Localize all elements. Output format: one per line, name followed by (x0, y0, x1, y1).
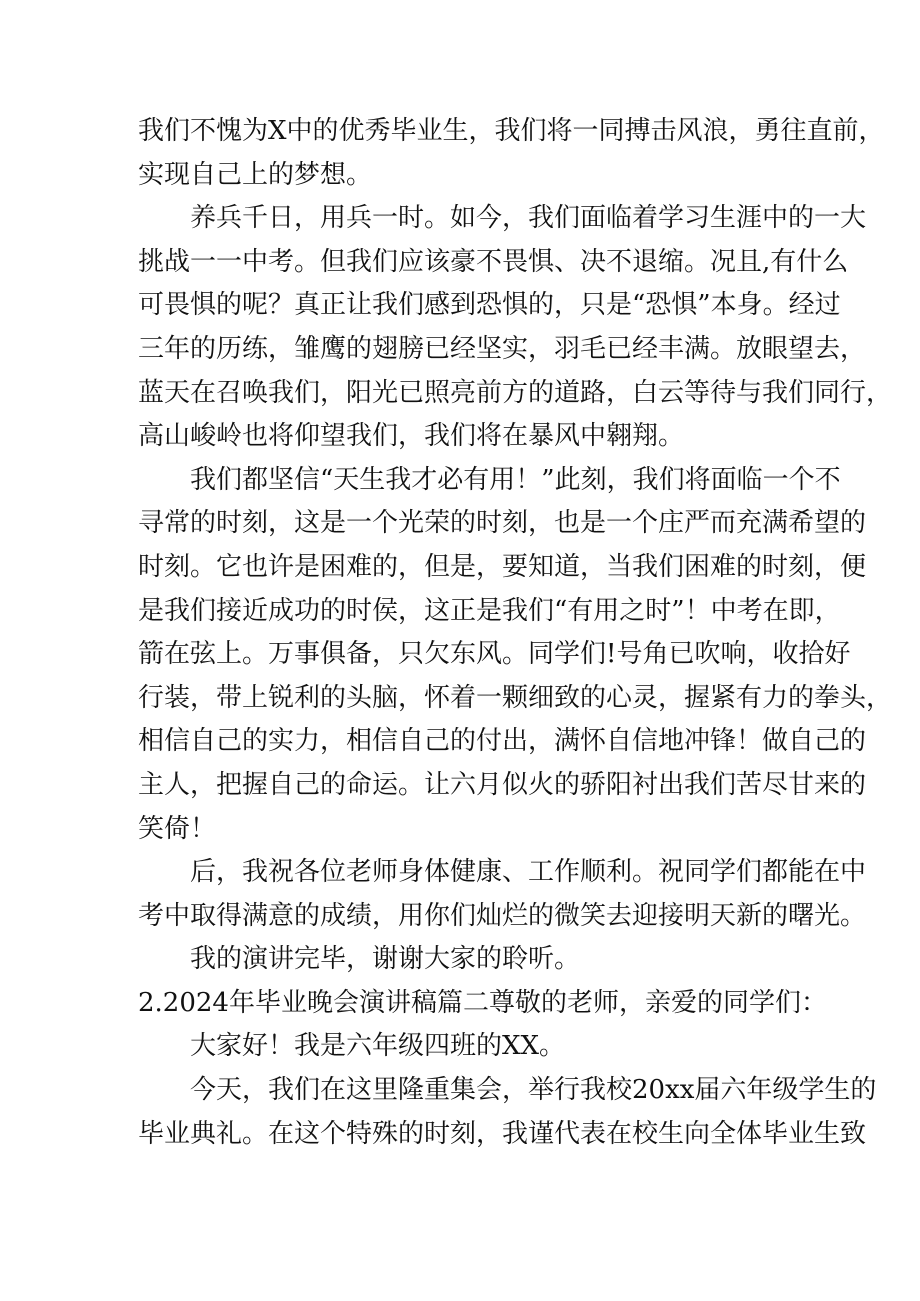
text-line: 今天，我们在这里隆重集会，举行我校20xx届六年级学生的 (190, 1075, 877, 1106)
text-line: 后，我祝各位老师身体健康、工作顺利。祝同学们都能在中 (190, 857, 867, 888)
text-line: 主人，把握自己的命运。让六月似火的骄阳衬出我们苦尽甘来的 (138, 769, 867, 800)
text-line: 实现自己上的梦想。 (138, 159, 373, 190)
text-line: 笑倚！ (138, 813, 217, 844)
text-line: 大家好！我是六年级四班的XX。 (190, 1031, 566, 1062)
text-line: 寻常的时刻，这是一个光荣的时刻，也是一个庄严而充满希望的 (138, 508, 867, 539)
text-line: 三年的历练，雏鹰的翅膀已经坚实，羽毛已经丰满。放眼望去， (138, 333, 867, 364)
text-line: 蓝天在召唤我们，阳光已照亮前方的道路，白云等待与我们同行， (138, 377, 893, 408)
text-line: 我的演讲完毕，谢谢大家的聆听。 (190, 944, 581, 975)
text-line: 时刻。它也许是困难的，但是，要知道，当我们困难的时刻，便 (138, 551, 867, 582)
text-line: 高山峻岭也将仰望我们，我们将在暴风中翱翔。 (138, 421, 685, 452)
text-line: 养兵千日，用兵一时。如今，我们面临着学习生涯中的一大 (190, 203, 867, 234)
text-line: 毕业典礼。在这个特殊的时刻，我谨代表在校生向全体毕业生致 (138, 1118, 867, 1149)
text-line: 挑战一一中考。但我们应该豪不畏惧、决不退缩。况且,有什么 (138, 246, 849, 277)
document-body (138, 111, 893, 1157)
text-line: 箭在弦上。万事俱备，只欠东风。同学们!号角已吹响，收拾好 (138, 639, 851, 670)
text-line: 考中取得满意的成绩，用你们灿烂的微笑去迎接明天新的曙光。 (138, 900, 867, 931)
text-line: 行装，带上锐利的头脑，怀着一颗细致的心灵，握紧有力的拳头， (138, 682, 893, 713)
text-line: 可畏惧的呢？真正让我们感到恐惧的，只是“恐惧”本身。经过 (138, 290, 841, 321)
text-line: 我们都坚信“天生我才必有用！”此刻，我们将面临一个不 (190, 464, 841, 495)
text-line: 是我们接近成功的时侯，这正是我们“有用之时”！中考在即， (138, 595, 841, 626)
section-heading: 2.2024年毕业晚会演讲稿篇二尊敬的老师，亲爱的同学们： (138, 987, 827, 1018)
text-line: 相信自己的实力，相信自己的付出，满怀自信地冲锋！做自己的 (138, 726, 867, 757)
text-line: 我们不愧为X中的优秀毕业生，我们将一同搏击风浪，勇往直前， (138, 116, 885, 146)
